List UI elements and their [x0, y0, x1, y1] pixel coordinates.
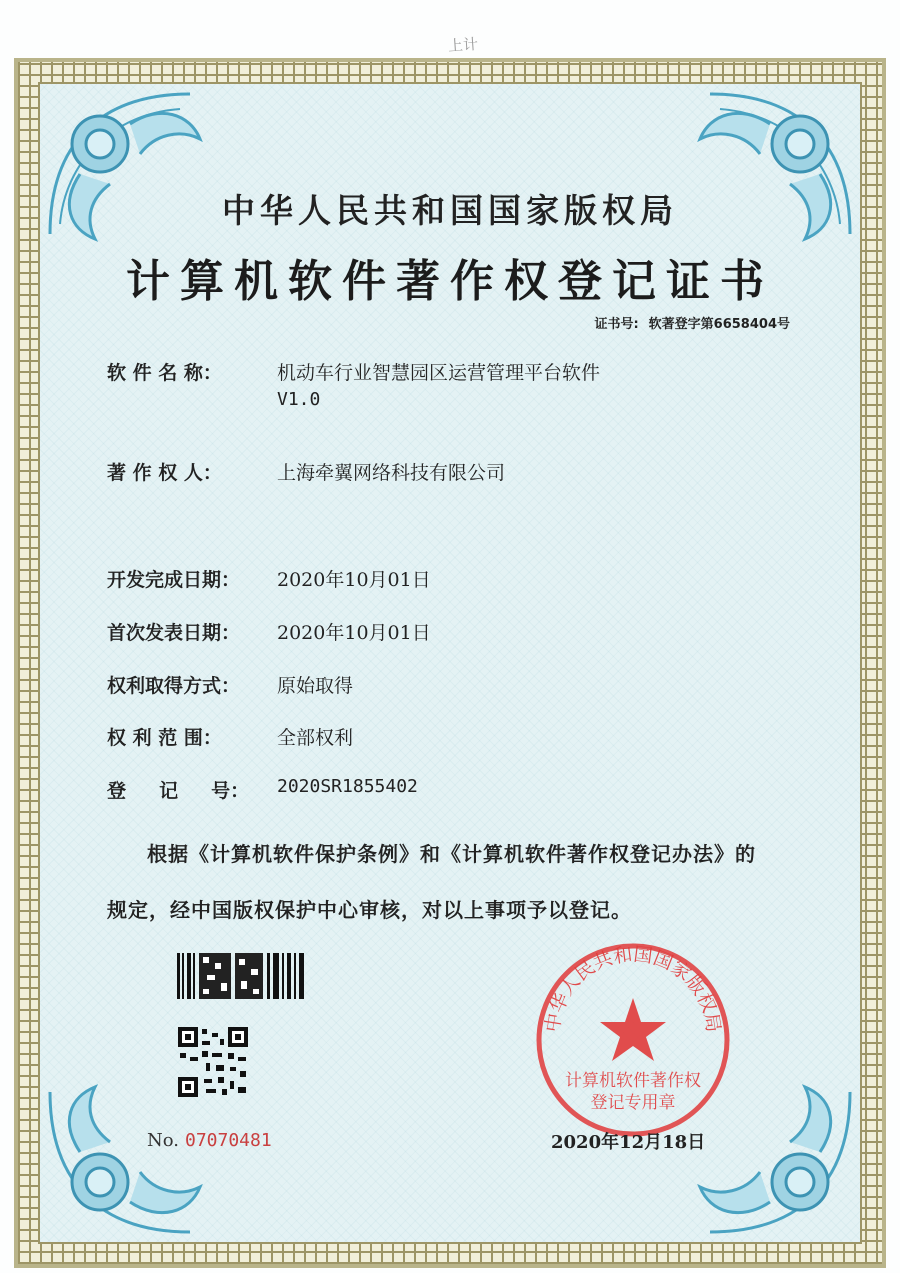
- dev-completion-date-value: 2020年10月01日: [277, 569, 431, 591]
- seal-ring-text: 中华人民共和国国家版权局: [541, 943, 725, 1034]
- copyright-owner-label: 著 作 权 人：: [107, 462, 222, 484]
- certificate-number-label: 证书号:: [594, 317, 639, 332]
- barcode: [177, 953, 305, 999]
- field-rights-acquisition: [107, 671, 353, 698]
- seal-center-line-2: 登记专用章: [590, 1093, 676, 1113]
- field-software-name: [107, 358, 600, 410]
- software-version-value: V1.0: [277, 389, 321, 410]
- certificate-number: [594, 313, 790, 332]
- handwritten-note: 上计: [447, 34, 479, 56]
- field-dev-completion-date: [107, 565, 431, 592]
- corner-ornament-bottom-left: [40, 1082, 230, 1242]
- seal-center-line-1: 计算机软件著作权: [565, 1071, 701, 1091]
- registration-number-value: 2020SR1855402: [277, 776, 418, 797]
- first-publish-date-label: 首次发表日期：: [107, 622, 241, 644]
- certificate-title: 计算机软件著作权登记证书: [126, 256, 774, 307]
- first-publish-date-value: 2020年10月01日: [277, 622, 431, 644]
- field-registration-number: [107, 776, 418, 803]
- copyright-owner-value: 上海牵翼网络科技有限公司: [277, 462, 506, 484]
- statement-line-2: 规定，经中国版权保护中心审核，对以上事项予以登记。: [107, 898, 632, 922]
- field-copyright-owner: [107, 458, 505, 485]
- serial-value: 07070481: [185, 1130, 272, 1151]
- rights-acquisition-value: 原始取得: [277, 675, 354, 697]
- issuing-authority: 中华人民共和国国家版权局: [222, 191, 678, 230]
- seal-star-icon: [600, 998, 666, 1061]
- statement-line-1: 根据《计算机软件保护条例》和《计算机软件著作权登记办法》的: [147, 842, 756, 866]
- qr-code: [178, 1027, 248, 1097]
- software-name-label: 软 件 名 称：: [107, 362, 222, 384]
- rights-scope-label: 权 利 范 围：: [107, 727, 222, 749]
- serial-prefix: No.: [147, 1130, 179, 1151]
- registration-number-label: 登 记 号：: [107, 780, 250, 802]
- dev-completion-date-label: 开发完成日期：: [107, 569, 241, 591]
- rights-acquisition-label: 权利取得方式：: [107, 675, 241, 697]
- serial-number: [147, 1130, 272, 1151]
- rights-scope-value: 全部权利: [277, 727, 354, 749]
- official-seal: [533, 940, 733, 1140]
- issue-date: 2020年12月18日: [551, 1132, 706, 1153]
- certificate-number-value: 软著登字第6658404号: [648, 317, 790, 332]
- field-rights-scope: [107, 723, 353, 750]
- field-first-publish-date: [107, 618, 431, 645]
- software-name-value: 机动车行业智慧园区运营管理平台软件: [277, 362, 601, 384]
